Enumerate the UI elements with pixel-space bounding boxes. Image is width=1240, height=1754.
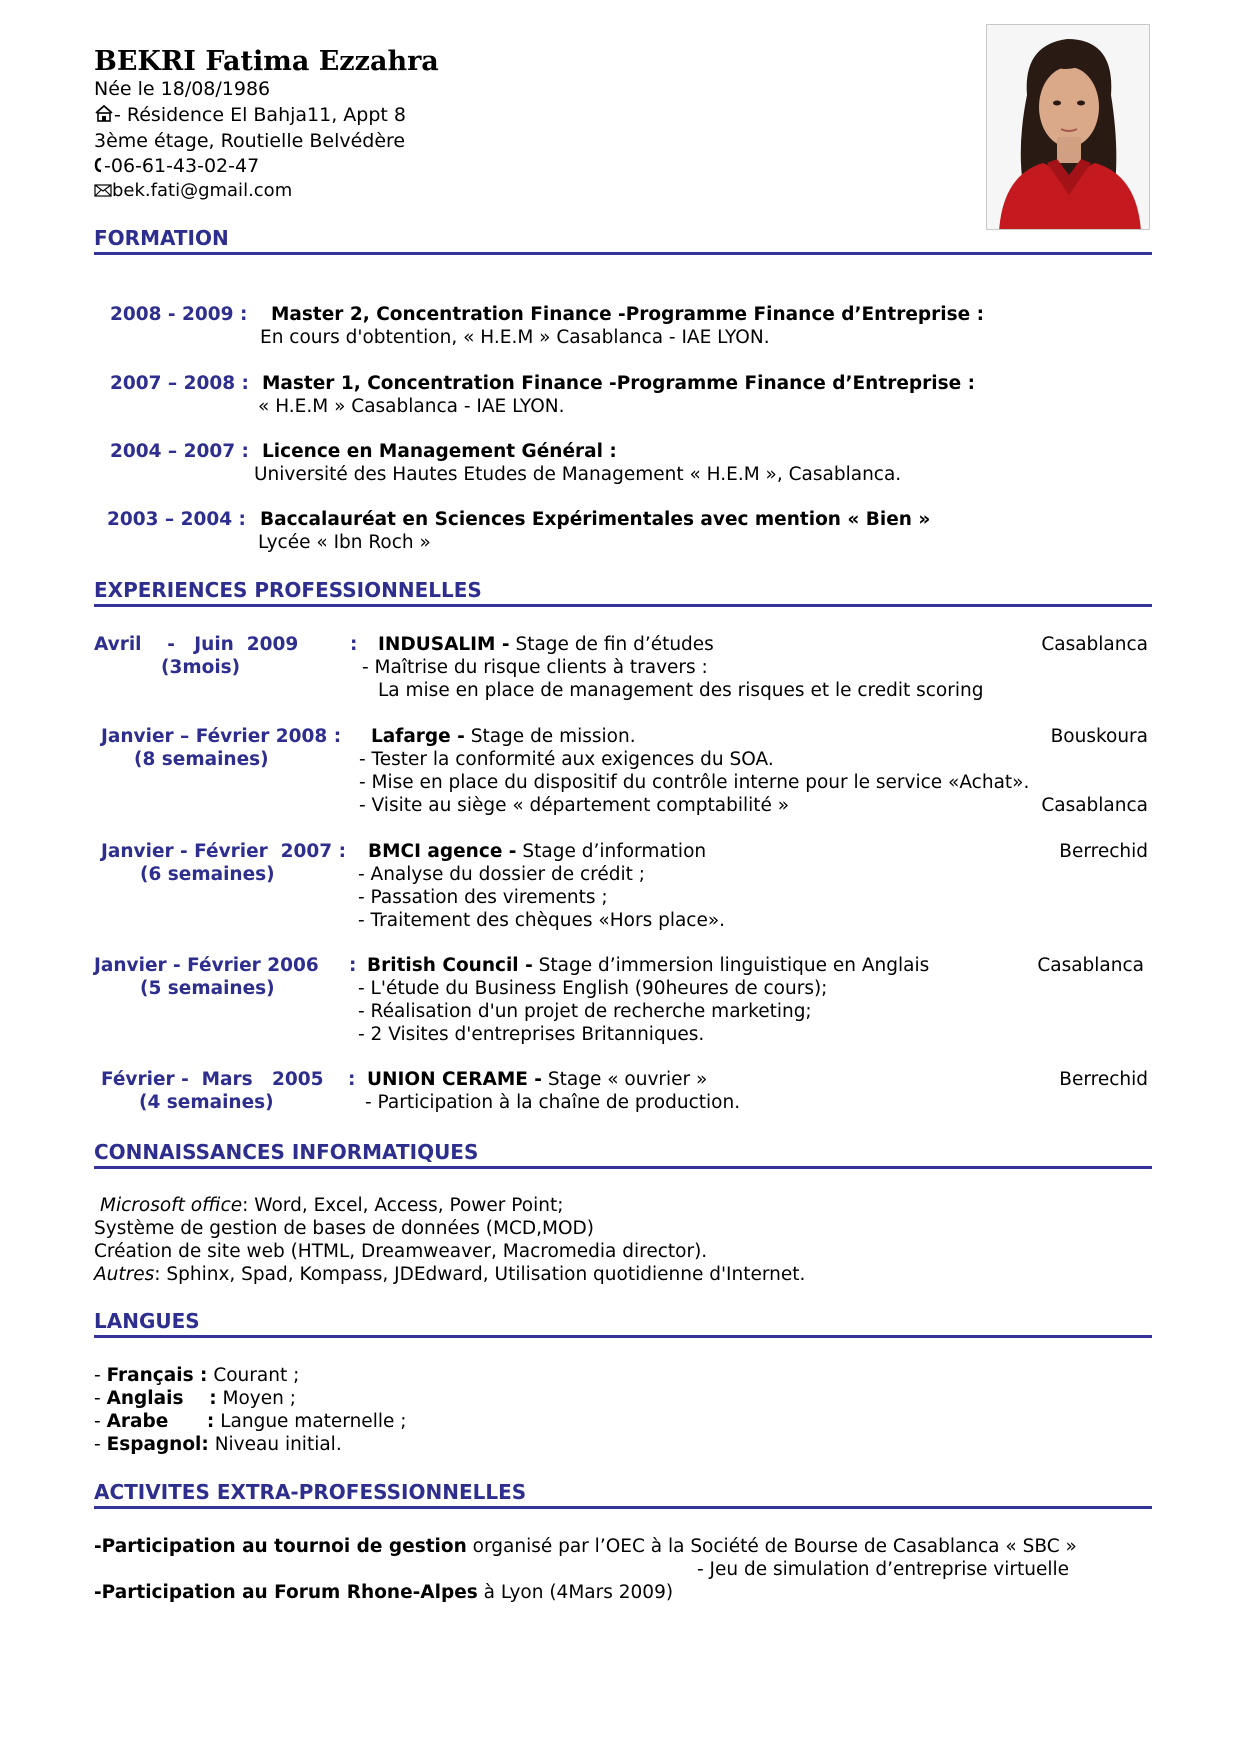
activity-tournoi-detail: - Jeu de simulation d’entreprise virtuelle	[697, 1559, 1069, 1580]
email-link[interactable]: bek.fati@gmail.com	[112, 180, 293, 201]
experience-duration: (8 semaines)	[134, 749, 269, 770]
experience-detail: La mise en place de management des risques et le credit scoring	[378, 680, 984, 701]
candidate-name: BEKRI Fatima Ezzahra	[94, 46, 439, 77]
experience-heading: BMCI agence - Stage d’information	[368, 841, 707, 862]
skill-office: Microsoft office: Word, Excel, Access, Power Point;	[100, 1195, 564, 1216]
section-title-activites: ACTIVITES EXTRA-PROFESSIONNELLES	[94, 1480, 1152, 1509]
activity-tournoi: -Participation au tournoi de gestion organisé par l’OEC à la Société de Bourse de Casablanca « SBC »	[94, 1536, 1077, 1557]
experience-colon: :	[348, 1069, 356, 1090]
experience-location-secondary: Casablanca	[1041, 795, 1148, 816]
activity-forum: -Participation au Forum Rhone-Alpes à Lyon (4Mars 2009)	[94, 1582, 674, 1603]
experience-location: Berrechid	[1059, 841, 1148, 862]
skill-databases: Système de gestion de bases de données (MCD,MOD)	[94, 1218, 594, 1239]
experience-duration: (6 semaines)	[140, 864, 275, 885]
experience-location: Casablanca	[1041, 634, 1148, 655]
formation-dates: 2004 – 2007 :	[110, 441, 249, 462]
experience-dates: Janvier - Février 2006	[94, 955, 319, 976]
experience-detail: - Traitement des chèques «Hors place».	[358, 910, 726, 931]
experience-detail: - L'étude du Business English (90heures de cours);	[358, 978, 828, 999]
birth-date: Née le 18/08/1986	[94, 78, 271, 100]
experience-location: Berrechid	[1059, 1069, 1148, 1090]
address-line-2: 3ème étage, Routielle Belvédère	[94, 130, 406, 152]
experience-dates: Janvier - Février 2007 :	[101, 841, 347, 862]
email-line	[94, 180, 292, 202]
phone-icon	[94, 156, 104, 178]
experience-heading: UNION CERAME - Stage « ouvrier »	[367, 1069, 708, 1090]
experience-heading: INDUSALIM - Stage de fin d’études	[378, 634, 714, 655]
formation-dates: 2003 – 2004 :	[107, 509, 246, 530]
experience-detail: - Tester la conformité aux exigences du SOA.	[359, 749, 774, 770]
section-title-informatique: CONNAISSANCES INFORMATIQUES	[94, 1140, 1152, 1169]
language-item: - Espagnol: Niveau initial.	[94, 1434, 342, 1455]
experience-heading: British Council - Stage d’immersion linguistique en Anglais	[367, 955, 930, 976]
address-line-1: - Résidence El Bahja11, Appt 8	[94, 104, 406, 127]
skill-web: Création de site web (HTML, Dreamweaver, Macromedia director).	[94, 1241, 708, 1262]
experience-detail: - Participation à la chaîne de production.	[365, 1092, 741, 1113]
experience-duration: (5 semaines)	[140, 978, 275, 999]
experience-duration: (4 semaines)	[139, 1092, 274, 1113]
experience-detail: - Maîtrise du risque clients à travers :	[362, 657, 708, 678]
section-title-experiences: EXPERIENCES PROFESSIONNELLES	[94, 578, 1152, 607]
section-title-formation: FORMATION	[94, 226, 1152, 255]
house-icon	[94, 104, 114, 127]
experience-dates: Janvier – Février 2008 :	[101, 726, 342, 747]
experience-colon: :	[350, 634, 358, 655]
formation-dates: 2007 – 2008 :	[110, 373, 249, 394]
experience-detail: - 2 Visites d'entreprises Britanniques.	[358, 1024, 705, 1045]
formation-degree: Baccalauréat en Sciences Expérimentales avec mention « Bien »	[260, 509, 931, 530]
experience-dates: Avril - Juin 2009	[94, 634, 299, 655]
formation-degree: Master 1, Concentration Finance -Programme Finance d’Entreprise :	[262, 373, 975, 394]
experience-colon: :	[349, 955, 357, 976]
experience-duration: (3mois)	[161, 657, 241, 678]
formation-detail: Université des Hautes Etudes de Management « H.E.M », Casablanca.	[254, 464, 902, 485]
envelope-icon	[94, 181, 112, 202]
formation-detail: En cours d'obtention, « H.E.M » Casablanca - IAE LYON.	[260, 327, 770, 348]
language-item: - Arabe : Langue maternelle ;	[94, 1411, 407, 1432]
experience-location: Casablanca	[1037, 955, 1144, 976]
experience-detail: - Analyse du dossier de crédit ;	[358, 864, 645, 885]
phone-line: -06-61-43-02-47	[94, 155, 259, 178]
formation-degree: Licence en Management Général :	[262, 441, 617, 462]
language-item: - Anglais : Moyen ;	[94, 1388, 296, 1409]
profile-photo	[986, 24, 1150, 230]
formation-detail: Lycée « Ibn Roch »	[258, 532, 431, 553]
skill-other: Autres: Sphinx, Spad, Kompass, JDEdward, Utilisation quotidienne d'Internet.	[94, 1264, 806, 1285]
language-item: - Français : Courant ;	[94, 1365, 300, 1386]
formation-degree: Master 2, Concentration Finance -Programme Finance d’Entreprise :	[271, 304, 984, 325]
experience-heading: Lafarge - Stage de mission.	[371, 726, 636, 747]
experience-detail: - Mise en place du dispositif du contrôle interne pour le service «Achat».	[359, 772, 1030, 793]
experience-location: Bouskoura	[1050, 726, 1148, 747]
section-title-langues: LANGUES	[94, 1309, 1152, 1338]
experience-detail: - Visite au siège « département comptabilité »	[359, 795, 790, 816]
experience-detail: - Passation des virements ;	[358, 887, 608, 908]
experience-detail: - Réalisation d'un projet de recherche marketing;	[358, 1001, 812, 1022]
experience-dates: Février - Mars 2005	[101, 1069, 324, 1090]
formation-dates: 2008 - 2009 :	[110, 304, 248, 325]
formation-detail: « H.E.M » Casablanca - IAE LYON.	[258, 396, 565, 417]
